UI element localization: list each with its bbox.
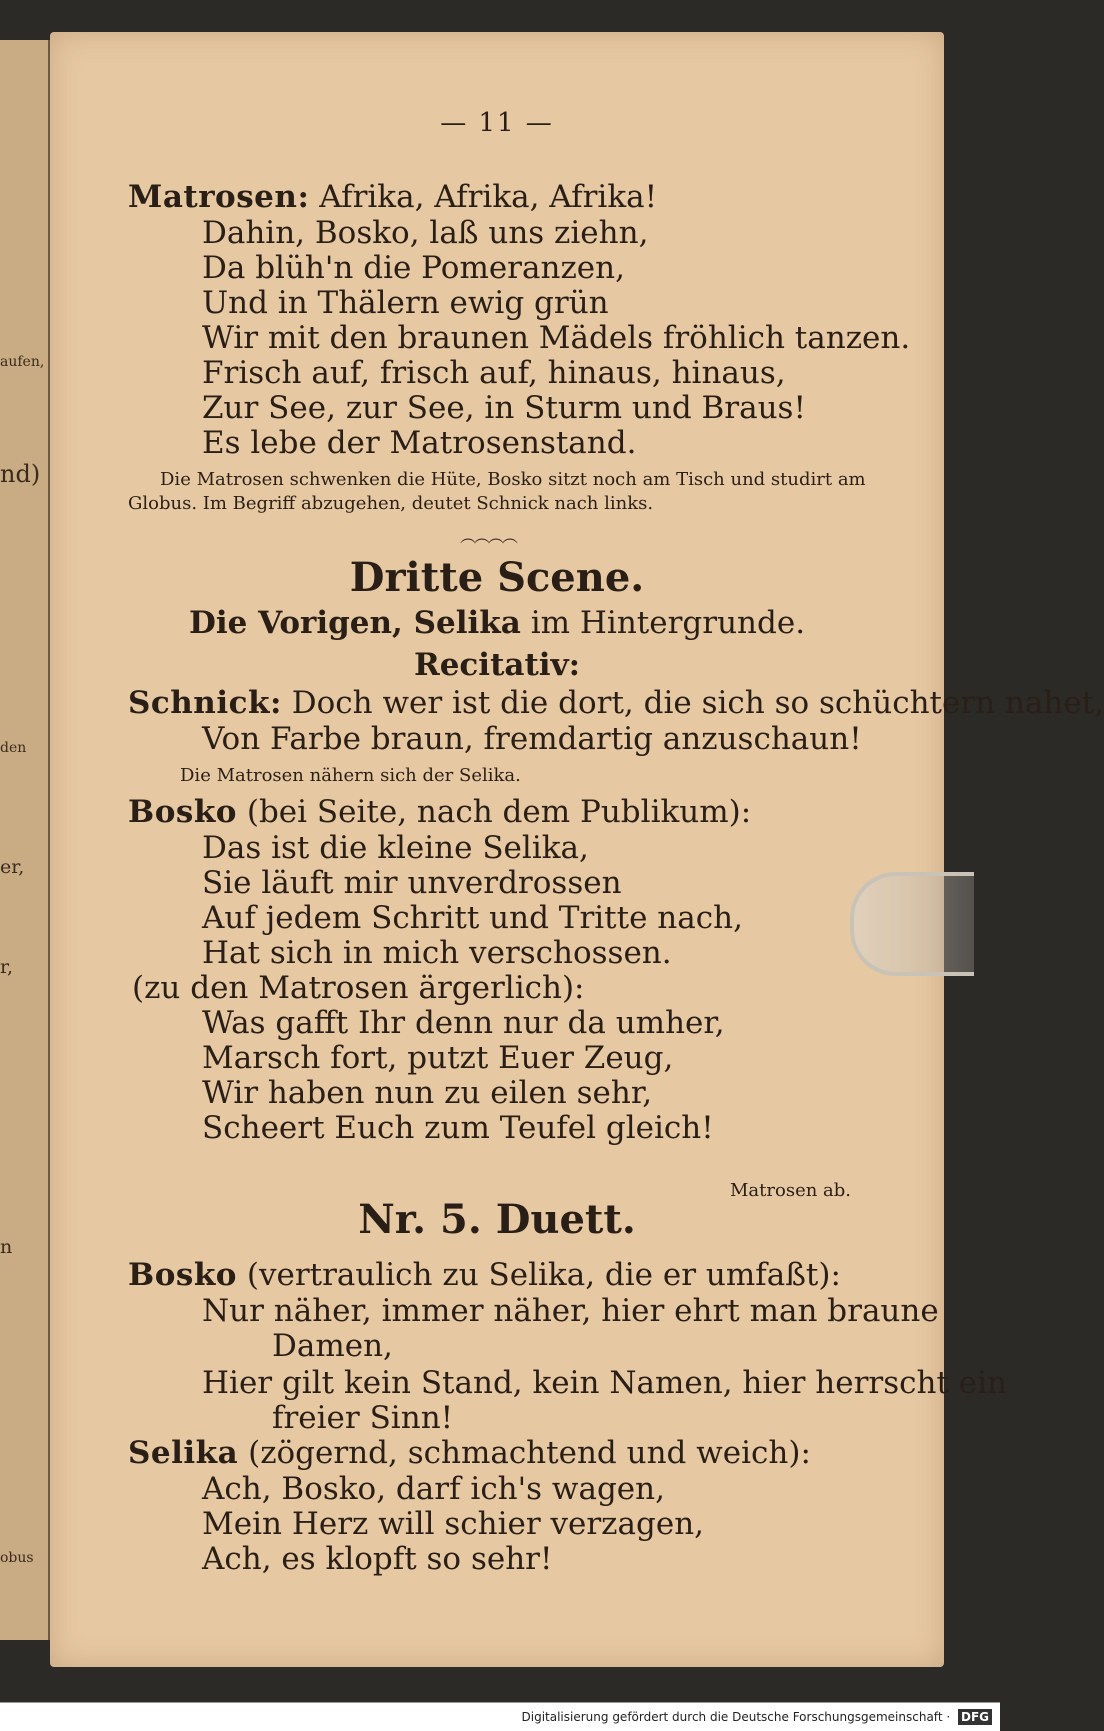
left-page-fragment: n — [0, 1236, 13, 1258]
verse-line: Es lebe der Matrosenstand. — [202, 425, 637, 461]
verse-line: Zur See, zur See, in Sturm und Braus! — [202, 390, 806, 426]
dialogue-line — [128, 179, 658, 215]
verse-text: Doch wer ist die dort, die sich so schüchtern nahet, — [291, 685, 1104, 721]
ornament-divider: ︵︵︵︵ — [460, 527, 517, 546]
verse-text: (vertraulich zu Selika, die er umfaßt): — [246, 1257, 841, 1293]
aside-direction: (zu den Matrosen ärgerlich): — [132, 970, 585, 1006]
stage-direction: Die Matrosen nähern sich der Selika. — [180, 765, 521, 786]
verse-line: Hat sich in mich verschossen. — [202, 935, 672, 971]
left-page-fragment: obus — [0, 1550, 34, 1566]
left-page-fragment: er, — [0, 856, 25, 878]
scene-persons-bold: Die Vorigen, Selika — [188, 605, 521, 641]
verse-line: Hier gilt kein Stand, kein Namen, hier herrscht ein — [202, 1365, 1008, 1401]
verse-line: Mein Herz will schier verzagen, — [202, 1506, 705, 1542]
footer-text: Digitalisierung gefördert durch die Deutsche Forschungsgemeinschaft · — [521, 1710, 951, 1724]
left-page-fragment: aufen, — [0, 354, 45, 370]
verse-line: Damen, — [272, 1328, 393, 1364]
verse-line: Was gafft Ihr denn nur da umher, — [202, 1005, 725, 1041]
verse-line: Wir mit den braunen Mädels fröhlich tanzen. — [202, 320, 911, 356]
verse-line: Scheert Euch zum Teufel gleich! — [202, 1110, 714, 1146]
verse-line: Das ist die kleine Selika, — [202, 830, 589, 866]
verse-line: Von Farbe braun, fremdartig anzuschaun! — [202, 721, 862, 757]
verse-line: Frisch auf, frisch auf, hinaus, hinaus, — [202, 355, 786, 391]
speaker-name: Selika — [128, 1435, 239, 1471]
duet-title: Nr. 5. Duett. — [358, 1196, 636, 1243]
stage-direction: Die Matrosen schwenken die Hüte, Bosko sitzt noch am Tisch und studirt am — [160, 469, 866, 490]
verse-text: (bei Seite, nach dem Publikum): — [246, 794, 752, 830]
verse-text: Afrika, Afrika, Afrika! — [319, 179, 658, 215]
dialogue-line — [128, 685, 1104, 721]
verse-line: Und in Thälern ewig grün — [202, 285, 609, 321]
speaker-name: Bosko — [128, 794, 237, 830]
speaker-name: Matrosen: — [128, 179, 310, 215]
book-page — [50, 32, 1104, 1667]
page-clip — [850, 872, 974, 976]
verse-line: Dahin, Bosko, laß uns ziehn, — [202, 215, 649, 251]
page-number: — 11 — — [440, 108, 554, 138]
scene-persons-rest: im Hintergrunde. — [530, 605, 806, 641]
verse-line: Ach, es klopft so sehr! — [202, 1541, 553, 1577]
verse-line: Ach, Bosko, darf ich's wagen, — [202, 1471, 665, 1507]
dialogue-line — [128, 1257, 841, 1293]
verse-line: Wir haben nun zu eilen sehr, — [202, 1075, 653, 1111]
speaker-name: Bosko — [128, 1257, 237, 1293]
verse-line: Da blüh'n die Pomeranzen, — [202, 250, 625, 286]
dialogue-line — [128, 794, 752, 830]
left-page-fragment: r, — [0, 956, 14, 978]
verse-text: (zögernd, schmachtend und weich): — [248, 1435, 811, 1471]
verse-line: Marsch fort, putzt Euer Zeug, — [202, 1040, 674, 1076]
speaker-name: Schnick: — [128, 685, 282, 721]
dialogue-line — [128, 1435, 811, 1471]
scene-title: Dritte Scene. — [349, 554, 645, 601]
verse-line: Sie läuft mir unverdrossen — [202, 865, 622, 901]
stage-direction: Matrosen ab. — [730, 1180, 852, 1201]
left-page-fragment: den — [0, 740, 27, 756]
recitativ-heading: Recitativ: — [413, 647, 581, 683]
verse-line: freier Sinn! — [272, 1400, 454, 1436]
stage-direction: Globus. Im Begriff abzugehen, deutet Schnick nach links. — [128, 493, 654, 514]
dfg-logo: DFG — [958, 1709, 992, 1725]
digitization-footer — [0, 1702, 1000, 1731]
left-page-fragment: nd) — [0, 460, 41, 488]
left-page-edge — [0, 40, 50, 1640]
verse-line: Auf jedem Schritt und Tritte nach, — [202, 900, 743, 936]
scene-persons — [50, 605, 944, 641]
verse-line: Nur näher, immer näher, hier ehrt man braune — [202, 1293, 939, 1329]
